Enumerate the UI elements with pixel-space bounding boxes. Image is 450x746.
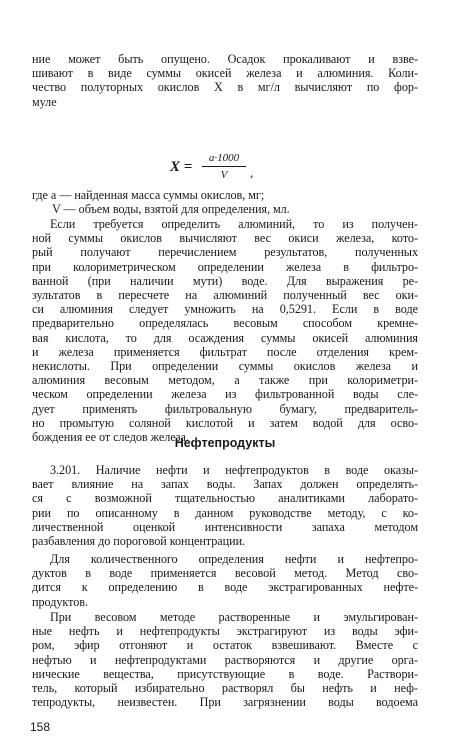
section-heading: Нефтепродукты (174, 436, 276, 450)
text-line: дуктов в воде применяется весовой метод. Метод сво- (32, 566, 418, 581)
text-line: Если требуется определить алюминий, то из получен- (50, 217, 418, 231)
text-line: предварительно определялась весовым способом кремне- (32, 316, 418, 331)
paragraph-gravimetric (32, 610, 418, 709)
formula-lhs: X = (170, 159, 193, 175)
text-line: Для количественного определения нефти и нефтепро- (50, 552, 418, 566)
text-line: дует применять фильтровальную бумагу, предваритель- (32, 401, 418, 416)
paragraph-aluminium (32, 217, 418, 444)
text-line: чество полуторных окислов X в мг/л вычисляют по фор- (32, 80, 418, 95)
text-line: личественной оценкой интенсивности запаха методом (32, 519, 418, 534)
intro-paragraph (32, 52, 418, 109)
formula-comma: , (250, 165, 254, 180)
text-line: разбавления до пороговой концентрации. (32, 534, 246, 549)
text-line: но промытую соляной кислотой и затем водой для осво- (32, 415, 418, 430)
text-line: продуктов. (32, 594, 88, 609)
text-line: зультатов в пересчете на алюминий полученный вес оки- (32, 288, 418, 303)
text-line: нические вещества, присутствующие в воде. Раствори- (32, 666, 418, 681)
text-line: тепродукты, неизвестен. При загрязнении воды водоема (32, 695, 418, 710)
text-line: ся с возможной тщательностью аналитиками лаборато- (32, 491, 418, 506)
text-line: ные нефть и нефтепродукты экстрагируют из воды эфи- (32, 624, 418, 639)
text-line: рый получают перечислением результатов, полученных (32, 245, 418, 260)
formula-numerator: a·1000 (208, 152, 240, 164)
page-number: 158 (30, 720, 51, 734)
text-line: ром, эфир отгоняют и остаток взвешивают. Вместе с (32, 638, 418, 653)
formula-denominator: V (220, 169, 228, 181)
text-line: вает влияние на запах воды. Запах должен определять- (32, 477, 418, 492)
text-line: При весовом методе растворенные и эмульгирован- (50, 610, 418, 624)
text-line: ванной (при наличии мути) воде. Для выражения ре- (32, 273, 418, 288)
formula (0, 151, 450, 183)
paragraph-oil-odor (32, 463, 418, 548)
text-line: при колориметрическом определении железа в фильтро- (32, 259, 418, 274)
text-line: шивают в виде суммы окисей железа и алюминия. Коли- (32, 66, 418, 81)
text-line: ние может быть опущено. Осадок прокаливают и взве- (32, 52, 418, 66)
where-legend (32, 188, 418, 216)
text-line: бождения ее от следов железа. (32, 430, 189, 445)
text-line: где a — найденная масса суммы окислов, мг; (32, 188, 265, 202)
text-line: дится к определению в воде экстрагированных нефте- (32, 580, 418, 595)
paragraph-quantitative (32, 552, 418, 609)
text-line: муле (32, 94, 57, 109)
text-line: 3.201. Наличие нефти и нефтепродуктов в воде оказы- (50, 463, 418, 477)
text-line: и железа применяется фильтрат после отделения крем- (32, 344, 418, 359)
text-line: вая кислота, то для осаждения суммы окисей алюминия (32, 330, 418, 345)
text-line: ческом определении железа из фильтрованной воды сле- (32, 387, 418, 402)
text-line: V — объем воды, взятой для определения, мл. (52, 202, 290, 217)
text-line: нефтью и нефтепродуктами растворяются и другие орга- (32, 652, 418, 667)
text-line: си алюминия следует умножить на 0,5291. Если в воде (32, 302, 418, 317)
text-line: алюминия весовым методом, а также при колориметри- (32, 373, 418, 388)
text-line: ной суммы окислов вычисляют вес окиси железа, кото- (32, 231, 418, 246)
formula-fraction (202, 151, 246, 182)
text-line: тель, который избирательно растворял бы нефть и неф- (32, 681, 418, 696)
text-line: некислоты. При определении суммы окислов железа и (32, 359, 418, 374)
fraction-bar (202, 166, 246, 167)
text-line: рии по описанному в данном руководстве методу, с ко- (32, 505, 418, 520)
